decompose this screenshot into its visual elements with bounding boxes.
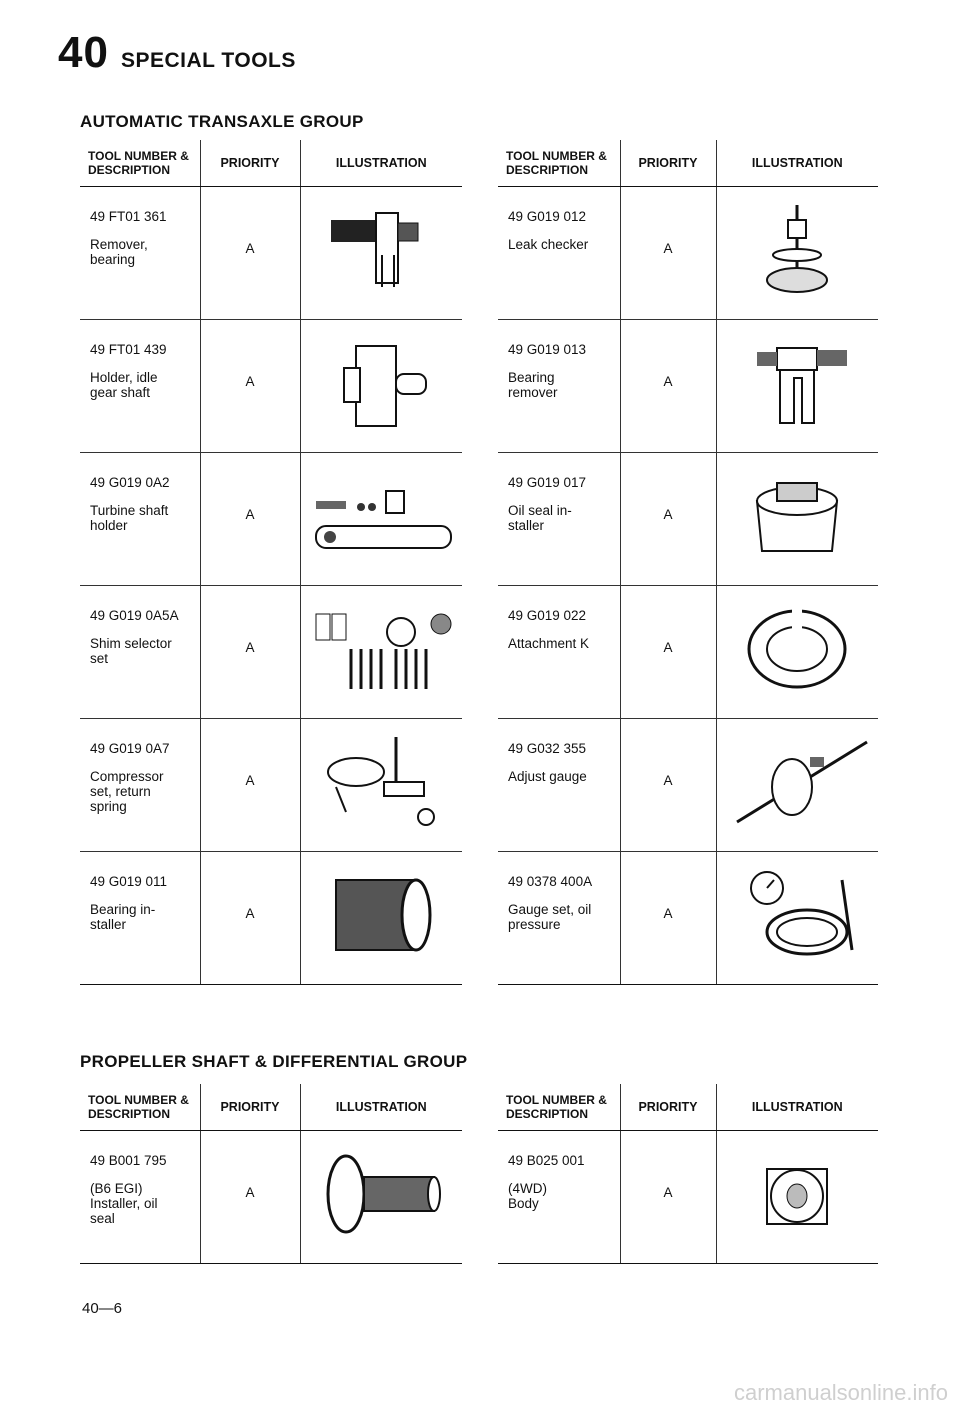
header-priority: PRIORITY xyxy=(620,140,716,187)
tool-priority: A xyxy=(245,507,255,522)
tools-table-propeller-left xyxy=(80,1084,462,1264)
tool-number: 49 0378 400A xyxy=(508,874,593,889)
section-title-propeller: PROPELLER SHAFT & DIFFERENTIAL GROUP xyxy=(80,1052,468,1071)
tool-description: Gauge set, oil pressure xyxy=(508,902,592,932)
tool-number: 49 B025 001 xyxy=(508,1153,585,1168)
tool-row xyxy=(80,453,462,586)
tool-number: 49 G019 0A2 xyxy=(90,475,170,490)
bearing-remover-icon xyxy=(306,195,456,305)
tool-number: 49 FT01 361 xyxy=(90,209,167,224)
tool-priority: A xyxy=(245,1185,255,1200)
tool-description: (B6 EGI) Installer, oil seal xyxy=(90,1181,158,1226)
page-number: 40—6 xyxy=(82,1300,123,1317)
header-illustration: ILLUSTRATION xyxy=(300,1084,462,1131)
tool-number: 49 G019 017 xyxy=(508,475,587,490)
tool-priority: A xyxy=(245,374,255,389)
tool-priority: A xyxy=(663,906,673,921)
tool-description: (4WD) Body xyxy=(508,1181,547,1211)
tool-description: Remover, bearing xyxy=(90,237,148,267)
oil-seal-installer-icon xyxy=(306,1139,456,1249)
header-tool: TOOL NUMBER & DESCRIPTION xyxy=(80,140,200,187)
tools-table-transaxle-right xyxy=(498,140,878,985)
leak-checker-icon xyxy=(722,195,872,305)
tool-priority: A xyxy=(663,507,673,522)
chapter-title: SPECIAL TOOLS xyxy=(120,49,296,72)
tool-description: Bearing in- staller xyxy=(90,902,156,932)
header-illustration: ILLUSTRATION xyxy=(716,140,878,187)
header-illustration: ILLUSTRATION xyxy=(716,1084,878,1131)
tool-priority: A xyxy=(663,773,673,788)
tool-number: 49 FT01 439 xyxy=(90,342,167,357)
tool-row xyxy=(80,320,462,453)
tool-row xyxy=(80,586,462,719)
adjust-gauge-icon xyxy=(722,727,872,837)
seal-installer-icon xyxy=(722,461,872,571)
tool-number: 49 B001 795 xyxy=(90,1153,167,1168)
tool-priority: A xyxy=(245,640,255,655)
tool-row xyxy=(498,1131,878,1264)
tool-number: 49 G019 022 xyxy=(508,608,587,623)
header-tool: TOOL NUMBER & DESCRIPTION xyxy=(498,1084,620,1131)
tool-row xyxy=(498,453,878,586)
tool-number: 49 G019 013 xyxy=(508,342,587,357)
tool-row xyxy=(498,320,878,453)
chapter-heading xyxy=(58,28,296,78)
tool-priority: A xyxy=(663,374,673,389)
section-title-transaxle: AUTOMATIC TRANSAXLE GROUP xyxy=(80,112,364,131)
tool-number: 49 G019 011 xyxy=(90,874,168,889)
bearing-puller-icon xyxy=(722,328,872,438)
header-priority: PRIORITY xyxy=(620,1084,716,1131)
tool-row xyxy=(80,1131,462,1264)
header-illustration: ILLUSTRATION xyxy=(300,140,462,187)
bearing-installer-icon xyxy=(306,860,456,970)
tool-priority: A xyxy=(245,773,255,788)
turbine-holder-icon xyxy=(306,461,456,571)
attachment-ring-icon xyxy=(722,594,872,704)
tool-priority: A xyxy=(663,640,673,655)
tool-number: 49 G019 0A5A xyxy=(90,608,179,623)
shim-selector-icon xyxy=(306,594,456,704)
tool-row xyxy=(498,852,878,985)
header-tool: TOOL NUMBER & DESCRIPTION xyxy=(80,1084,200,1131)
body-cup-icon xyxy=(722,1139,872,1249)
tool-number: 49 G019 012 xyxy=(508,209,587,224)
tool-description: Attachment K xyxy=(508,636,590,651)
shaft-holder-icon xyxy=(306,328,456,438)
tool-description: Adjust gauge xyxy=(508,769,587,784)
tool-priority: A xyxy=(663,1185,673,1200)
tool-description: Leak checker xyxy=(508,237,589,252)
header-priority: PRIORITY xyxy=(200,140,300,187)
tool-row xyxy=(498,187,878,320)
tool-row xyxy=(80,719,462,852)
tool-priority: A xyxy=(663,241,673,256)
tool-description: Turbine shaft holder xyxy=(90,503,169,533)
tool-description: Shim selector set xyxy=(90,636,172,666)
tool-row xyxy=(80,852,462,985)
spring-compressor-icon xyxy=(306,727,456,837)
tool-description: Compressor set, return spring xyxy=(90,769,164,814)
tool-priority: A xyxy=(245,906,255,921)
tools-table-propeller-right xyxy=(498,1084,878,1264)
tool-row xyxy=(498,586,878,719)
tool-description: Holder, idle gear shaft xyxy=(90,370,158,400)
tool-row xyxy=(80,187,462,320)
header-priority: PRIORITY xyxy=(200,1084,300,1131)
tools-table-transaxle-left xyxy=(80,140,462,985)
tool-description: Oil seal in- staller xyxy=(508,503,572,533)
tool-number: 49 G019 0A7 xyxy=(90,741,170,756)
tool-number: 49 G032 355 xyxy=(508,741,587,756)
chapter-number: 40 xyxy=(58,28,109,77)
pressure-gauge-icon xyxy=(722,860,872,970)
watermark: carmanualsonline.info xyxy=(733,1380,948,1405)
header-tool: TOOL NUMBER & DESCRIPTION xyxy=(498,140,620,187)
tool-description: Bearing remover xyxy=(508,370,558,400)
tool-row xyxy=(498,719,878,852)
tool-priority: A xyxy=(245,241,255,256)
